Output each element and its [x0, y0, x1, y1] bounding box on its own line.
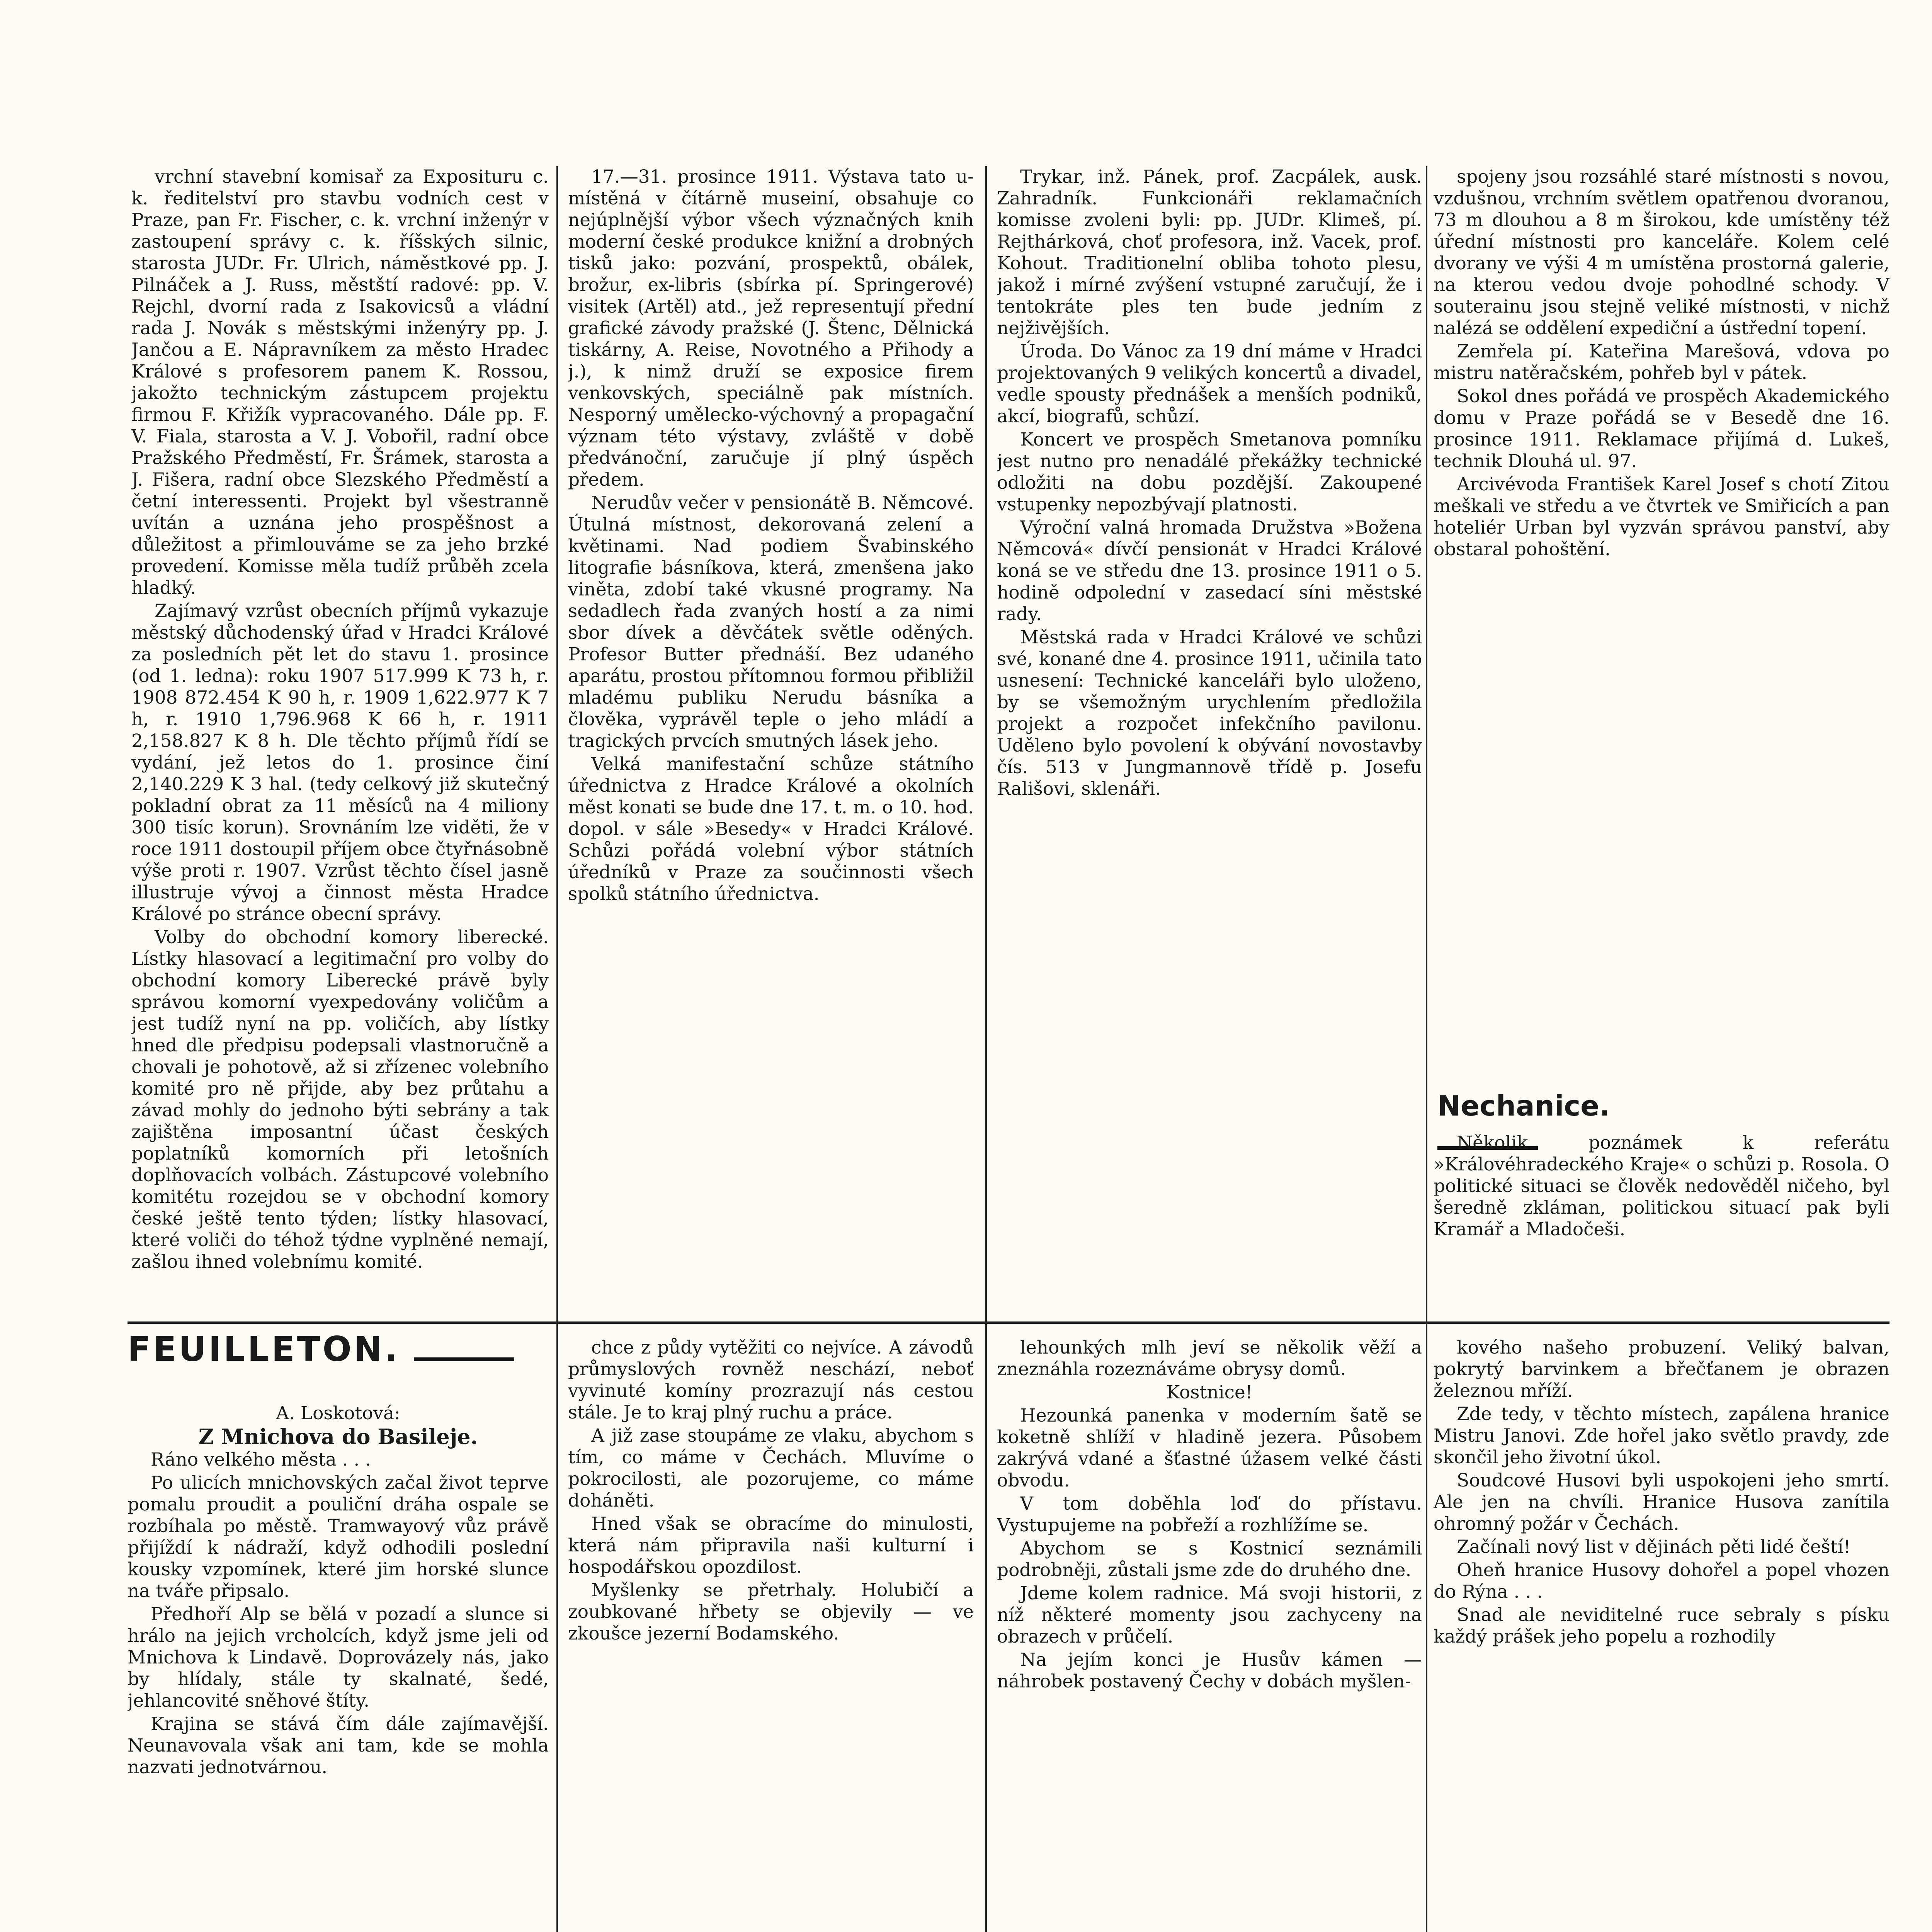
column-rule: [556, 166, 558, 1932]
article-paragraph: Hned však se obracíme do minulosti, která nám připravila naši kulturní i hospodářskou opozdilost.: [568, 1513, 974, 1578]
article-paragraph: Snad ale neviditelné ruce sebraly s písku každý prášek jeho popelu a rozhodily: [1434, 1604, 1889, 1647]
nechanice-text: [1434, 1132, 1889, 1325]
feuilleton-heading: [128, 1329, 560, 1376]
article-paragraph: lehounkých mlh jeví se několik věží a zneznáhla rozeznáváme obrysy domů.: [997, 1337, 1422, 1380]
article-paragraph: Krajina se stává čím dále zajímavější. Neunavovala však ani tam, kde se mohla nazvati jednotvárnou.: [128, 1713, 549, 1778]
article-paragraph: Ráno velkého města . . .: [151, 1449, 371, 1470]
article-paragraph: Nerudův večer v pensionátě B. Němcové. Útulná místnost, dekorovaná zelení a květinami. Nad podiem Švabinského litografie básníkova, která, zmenšena jako viněta, zdobí také vkusné programy. Na sedadlech řada zvaných hostí a za nimi sbor dívek a děvčátek světle oděných. Profesor Butter přednáší. Bez udaného aparátu, prostou přítomnou formou přibližil mladému publiku Nerudu básníka a člověka, vyprávěl teple o jeho mládí a tragických prvcích smutných lásek jeho.: [568, 492, 974, 752]
article-paragraph: Výroční valná hromada Družstva »Božena Němcová« dívčí pensionát v Hradci Králové koná se ve středu dne 13. prosince 1911 o 5. hodině odpolední v zasedací síni městské rady.: [997, 517, 1422, 625]
horizontal-rule: [128, 1321, 1889, 1324]
article-paragraph: Myšlenky se přetrhaly. Holubičí a zoubkované hřbety se objevily — ve zkoušce jezerní Bodamského.: [568, 1580, 974, 1644]
article-paragraph: chce z půdy vytěžiti co nejvíce. A závodů průmyslových rovněž neschází, neboť vyvinuté komíny prozrazují nás cestou stále. Je to kraj plný ruchu a práce.: [568, 1337, 974, 1423]
section-subhead: Kostnice!: [1166, 1382, 1253, 1403]
article-paragraph: Na jejím konci je Husův kámen — náhrobek postavený Čechy v dobách myšlen-: [997, 1649, 1422, 1692]
column-3-lower: [997, 1337, 1422, 1932]
article-paragraph: Hezounká panenka v moderním šatě se koketně shlíží v hladině jezera. Působem zakrývá vdané a šťastné úžasem velké části obvodu.: [997, 1405, 1422, 1491]
column-4-upper: [1434, 166, 1889, 1086]
column-rule: [1426, 166, 1427, 1932]
article-paragraph: Úroda. Do Vánoc za 19 dní máme v Hradci projektovaných 9 velikých koncertů a divadel, vedle spousty přednášek a menších podniků, akcí, biografů, schůzí.: [997, 341, 1422, 427]
article-title: Z Mnichova do Basileje.: [198, 1424, 478, 1449]
article-paragraph: Několik poznámek k referátu »Královéhradeckého Kraje« o schůzi p. Rosola. O politické situaci se člověk nedověděl ničeho, byl šeredně zkláman, politickou situací pak byli Kramář a Mladočeši.: [1434, 1132, 1889, 1240]
article-paragraph: 17.—31. prosince 1911. Výstava tato u-místěná v čítárně museiní, obsahuje co nejúplnější výbor všech význačných knih moderní české produkce knižní a drobných tisků jako: pozvání, prospektů, obálek, brožur, ex-libris (sbírka pí. Springerové) visitek (Artěl) atd., jež representují přední grafické závody pražské (J. Štenc, Dělnická tiskárny, A. Reise, Novotného a Přihody a j.), k nimž druží se exposice firem venkovských, speciálně pak místních. Nesporný umělecko-výchovný a propagační význam této výstavy, zvláště v době předvánoční, zaručuje jí plný úspěch předem.: [568, 166, 974, 490]
article-paragraph: Zemřela pí. Kateřina Marešová, vdova po mistru natěračském, pohřeb byl v pátek.: [1434, 341, 1889, 384]
article-paragraph: Městská rada v Hradci Králové ve schůzi své, konané dne 4. prosince 1911, učinila tato usnesení: Technické kanceláři bylo uloženo, by se všemožným urychlením předložila projekt a rozpočet infekčního pavilonu. Uděleno bylo povolení k obývání novostavby čís. 513 v Jungmannově třídě p. Josefu Rališovi, sklenáři.: [997, 627, 1422, 799]
article-paragraph: Trykar, inž. Pánek, prof. Zacpálek, ausk. Zahradník. Funkcionáři reklamačních komisse zvoleni byli: pp. JUDr. Klimeš, pí. Rejthárková, choť profesora, inž. Vacek, prof. Kohout. Traditionelní obliba tohoto plesu, jakož i mírné zvýšení vstupné zaručují, že i tentokráte ples ten bude jedním z nejživějších.: [997, 166, 1422, 339]
article-paragraph: V tom doběhla loď do přístavu. Vystupujeme na pobřeží a rozhlížíme se.: [997, 1493, 1422, 1536]
article-paragraph: Zajímavý vzrůst obecních příjmů vykazuje městský důchodenský úřad v Hradci Králové za posledních pět let do stavu 1. prosince (od 1. ledna): roku 1907 517.999 K 73 h, r. 1908 872.454 K 90 h, r. 1909 1,622.977 K 7 h, r. 1910 1,796.968 K 66 h, r. 1911 2,158.827 K 8 h. Dle těchto příjmů řídí se vydání, jež letos do 1. prosince činí 2,140.229 K 3 hal. (tedy celkový již skutečný pokladní obrat za 11 měsíců na 4 miliony 300 tisíc korun). Srovnáním lze viděti, že v roce 1911 dostoupil příjem obce čtyřnásobně výše proti r. 1907. Vzrůst těchto čísel jasně illustruje vývoj a činnost města Hradce Králové po stránce obecní správy.: [131, 600, 549, 925]
column-4-lower: [1434, 1337, 1889, 1932]
article-paragraph: Koncert ve prospěch Smetanova pomníku jest nutno pro nenadálé překážky technické odložiti na dobu pozdější. Zakoupené vstupenky nepozbývají platnosti.: [997, 429, 1422, 515]
article-paragraph: Zde tedy, v těchto místech, zapálena hranice Mistru Janovi. Zde hořel jako světlo pravdy, zde skončil jeho životní úkol.: [1434, 1403, 1889, 1468]
article-paragraph: Po ulicích mnichovských začal život teprve pomalu proudit a pouliční dráha ospale se rozbíhala po městě. Tramwayový vůz právě přijíždí k nádraží, když odhodili poslední kousky vzpomínek, které jim horské slunce na tváře připsalo.: [128, 1472, 549, 1602]
article-paragraph: Oheň hranice Husovy dohořel a popel vhozen do Rýna . . .: [1434, 1560, 1889, 1602]
column-2-lower: [568, 1337, 974, 1932]
article-author: A. Loskotová:: [276, 1403, 400, 1424]
nechanice-title: Nechanice.: [1437, 1090, 1610, 1122]
article-paragraph: Sokol dnes pořádá ve prospěch Akademického domu v Praze pořádá se v Besedě dne 16. prosince 1911. Reklamace přijímá d. Lukeš, technik Dlouhá ul. 97.: [1434, 386, 1889, 472]
article-paragraph: kového našeho probuzení. Veliký balvan, pokrytý barvinkem a břečťanem je obrazen železnou mříží.: [1434, 1337, 1889, 1401]
article-paragraph: Abychom se s Kostnicí seznámili podrobněji, zůstali jsme zde do druhého dne.: [997, 1538, 1422, 1581]
article-paragraph: Soudcové Husovi byli uspokojeni jeho smrtí. Ale jen na chvíli. Hranice Husova zanítila ohromný požár v Čechách.: [1434, 1470, 1889, 1534]
column-1-lower: [128, 1395, 549, 1932]
ornament-squiggle: [414, 1342, 514, 1361]
column-2-upper: [568, 166, 974, 1376]
column-3-upper: [997, 166, 1422, 1376]
article-paragraph: Velká manifestační schůze státního úřednictva z Hradce Králové a okolních měst konati se bude dne 17. t. m. o 10. hod. dopol. v sále »Besedy« v Hradci Králové. Schůzi pořádá volební výbor státních úředníků v Praze za součinnosti všech spolků státního úřednictva.: [568, 753, 974, 905]
article-paragraph: Začínali nový list v dějinách pěti lidé čeští!: [1457, 1536, 1851, 1558]
article-paragraph: vrchní stavební komisař za Exposituru c. k. ředitelství pro stavbu vodních cest v Praze, pan Fr. Fischer, c. k. vrchní inženýr v zastoupení správy c. k. říšských silnic, starosta JUDr. Fr. Ulrich, náměstkové pp. J. Pilnáček a J. Russ, městští radové: pp. V. Rejchl, dvorní rada z Isakovicsů a vládní rada J. Novák s městskými inženýry pp. J. Jančou a E. Nápravníkem za město Hradec Králové s profesorem panem K. Rossou, jakožto technickým zástupcem projektu firmou F. Křižík vypracovaného. Dále pp. F. V. Fiala, starosta a V. J. Vobořil, radní obce Pražského Předměstí, Fr. Šrámek, starosta a J. Fišera, radní obce Slezského Předměstí a četní interessenti. Projekt byl všestranně uvítán a uznána jeho prospěšnost a důležitost a přimlouváme se za jeho brzké provedení. Komisse měla tudíž průběh zcela hladký.: [131, 166, 549, 599]
column-1-upper: [131, 166, 549, 1376]
nechanice-heading: [1437, 1090, 1708, 1124]
article-paragraph: Jdeme kolem radnice. Má svoji historii, z níž některé momenty jsou zachyceny na obrazech v průčelí.: [997, 1583, 1422, 1647]
feuilleton-title: FEUILLETON.: [128, 1329, 400, 1369]
article-paragraph: Předhoří Alp se bělá v pozadí a slunce si hrálo na jejich vrcholcích, když jsme jeli od Mnichova k Lindavě. Doprovázely nás, jako by hlídaly, stále ty skalnaté, šedé, jehlancovité sněhové štíty.: [128, 1604, 549, 1711]
column-rule: [985, 166, 987, 1932]
article-paragraph: Arcivévoda František Karel Josef s chotí Zitou meškali ve středu a ve čtvrtek ve Smiřicích a pan hoteliér Urban byl vyzván správou panství, aby obstaral pohoštění.: [1434, 474, 1889, 560]
article-paragraph: A již zase stoupáme ze vlaku, abychom s tím, co máme v Čechách. Mluvíme o pokrocilosti, ale pozorujeme, co máme doháněti.: [568, 1425, 974, 1511]
article-paragraph: spojeny jsou rozsáhlé staré místnosti s novou, vzdušnou, vrchním světlem opatřenou dvoranou, 73 m dlouhou a 8 m širokou, kde umístěny též úřední místnosti pro kanceláře. Kolem celé dvorany ve výši 4 m umístěna prostorná galerie, na kterou vedou dvoje pohodlné schody. V souterainu jsou stejně veliké místnosti, v nichž nalézá se oddělení expediční a ústřední topení.: [1434, 166, 1889, 339]
article-paragraph: Volby do obchodní komory liberecké. Lístky hlasovací a legitimační pro volby do obchodní komory Liberecké právě byly správou komorní vyexpedovány voličům a jest tudíž nyní na pp. voličích, aby lístky hned dle předpisu podepsali vlastnoručně a chovali je pohotově, až si zřízenec volebního komité pro ně přijde, aby bez průtahu a závad mohly do jednoho býti sebrány a tak zajištěna imposantní účast českých poplatníků komorních při letošních doplňovacích volbách. Zástupcové volebního komitétu rozejdou se v obchodní komory české ještě tento týden; lístky hlasovací, které voliči do téhož týdne vyplněné nemají, zašlou ihned volebnímu komité.: [131, 927, 549, 1272]
